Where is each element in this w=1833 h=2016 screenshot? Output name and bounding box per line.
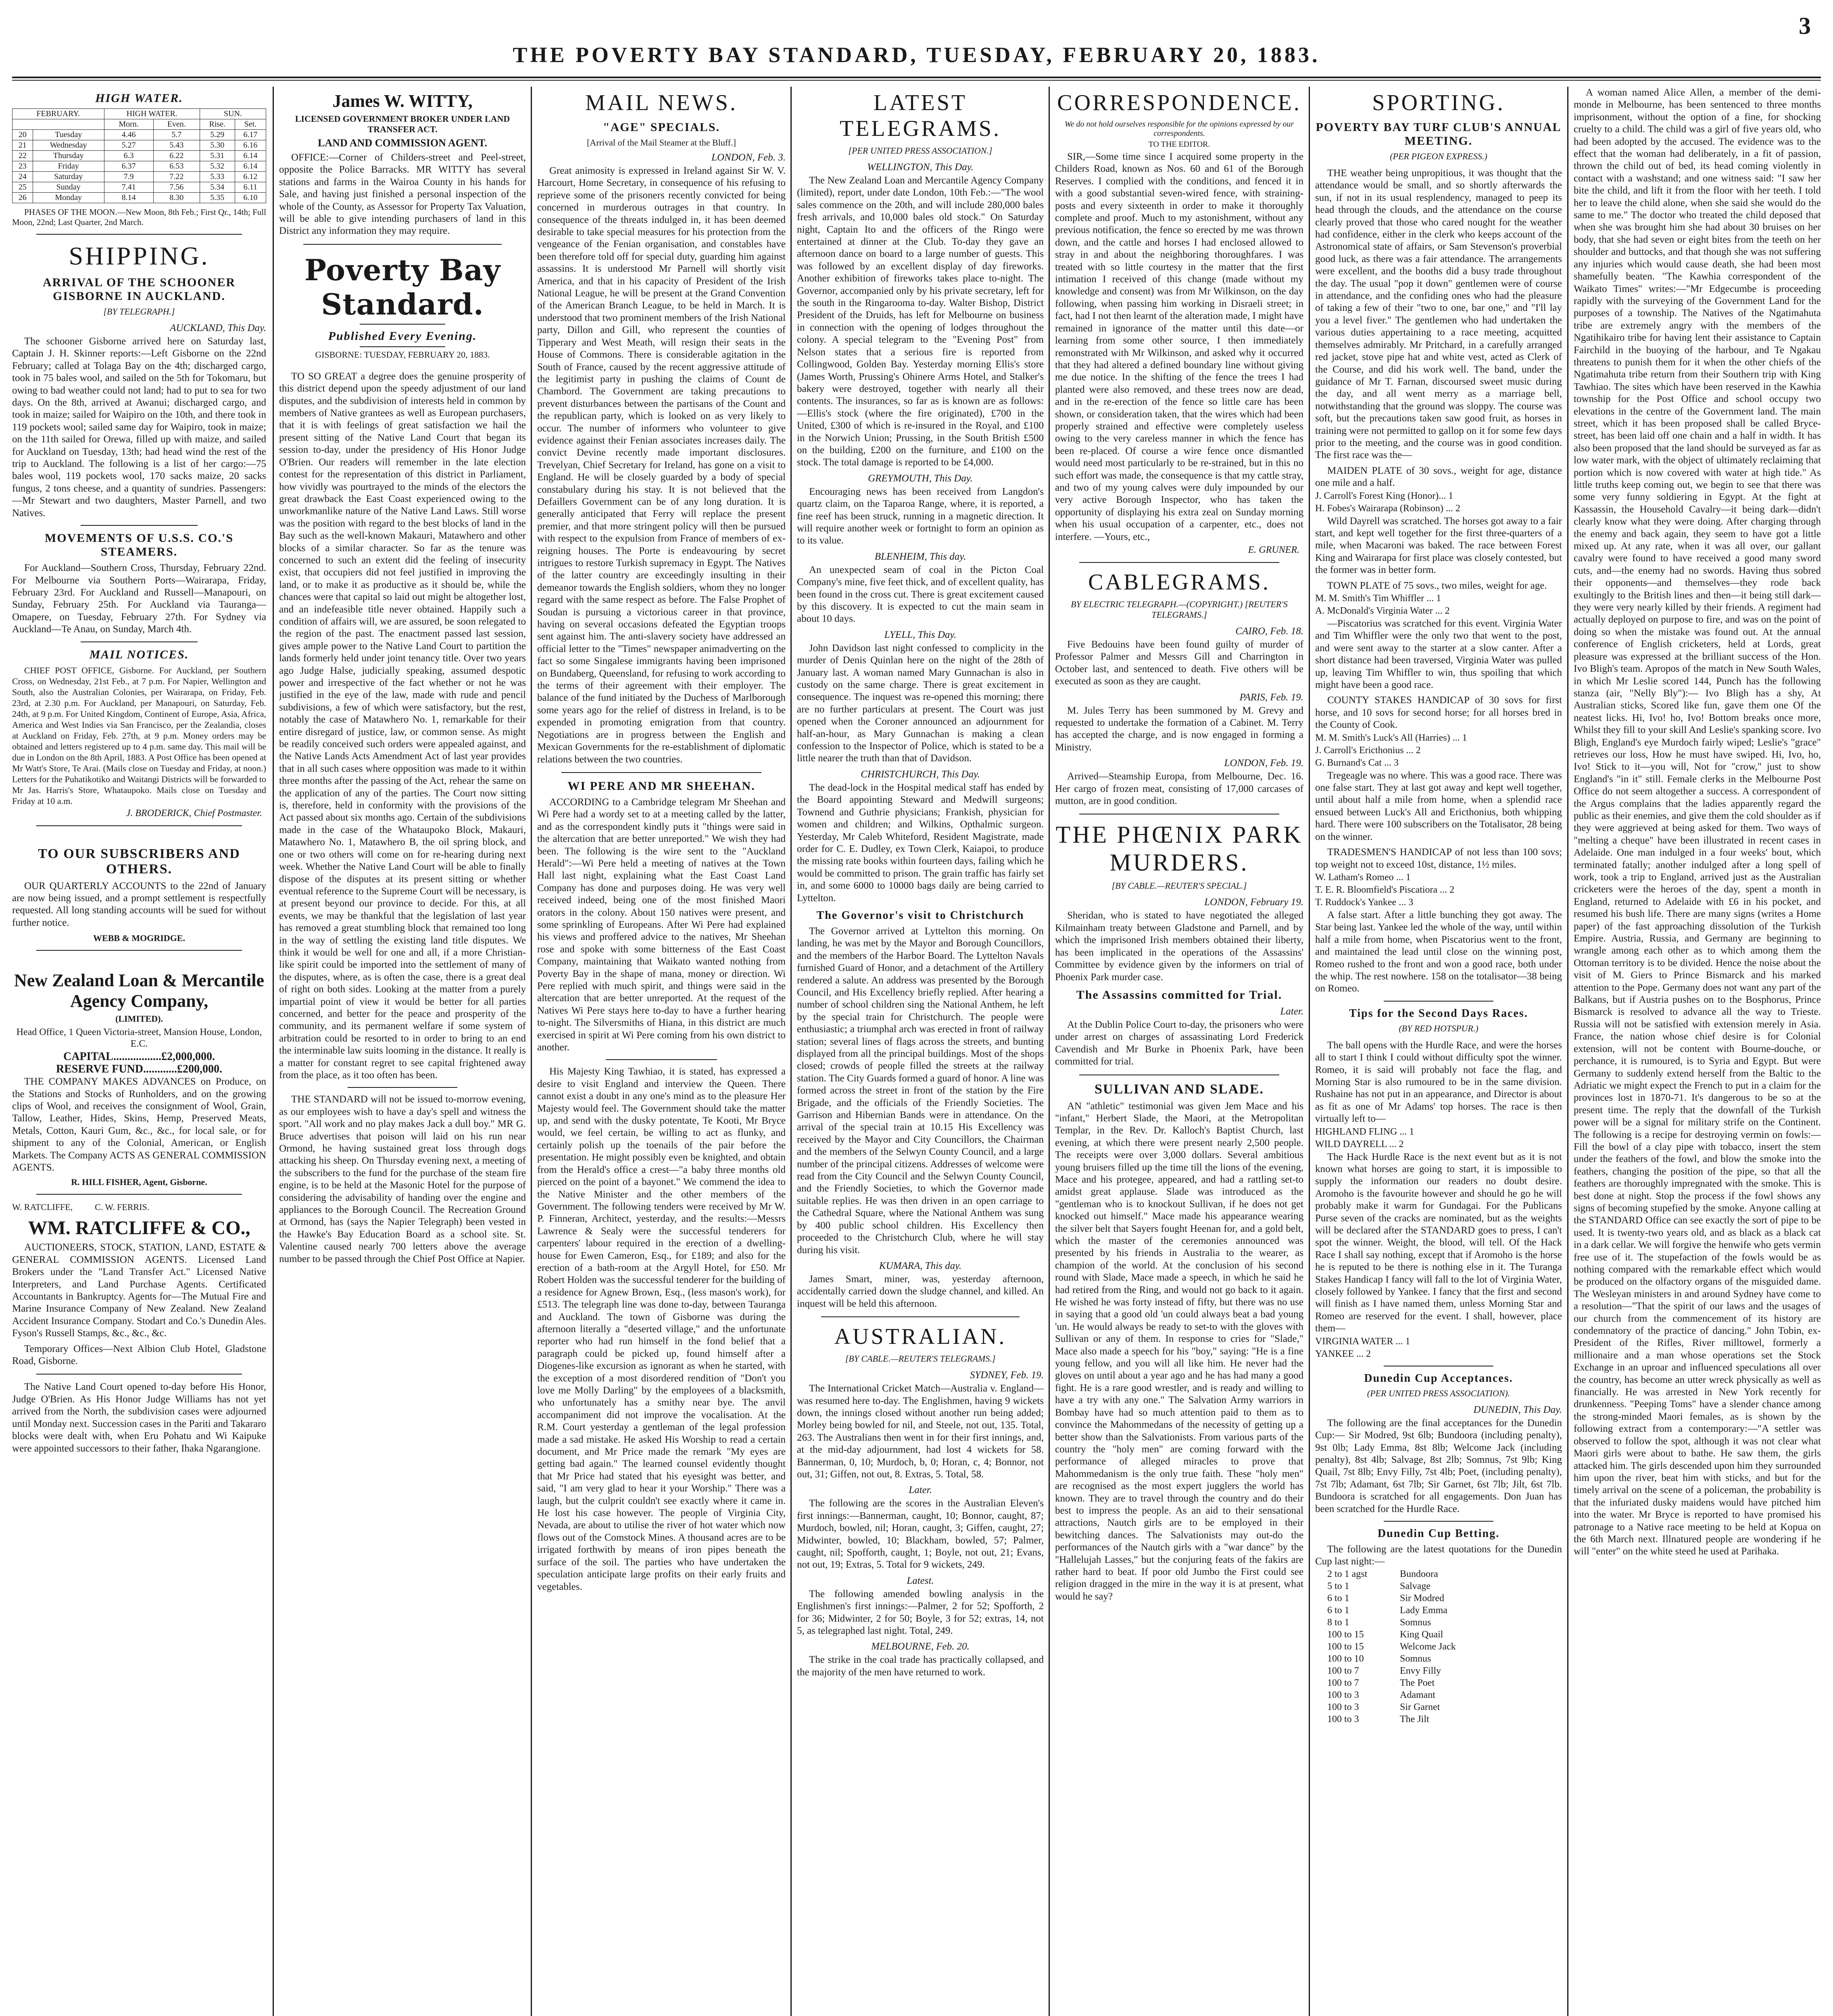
- race-result: W. Latham's Romeo ... 1: [1315, 872, 1411, 883]
- tips-text-2: The Hack Hurdle Race is the next event but as it is not known what horses are going to start, it is impossible to supply the information our readers no doubt desire. Aromoho is the favourite however and should he go he will probably make it warm for Gundagai. For the Publicans Purse seven of the cracks are nominated, but as the weights will be declared after the STANDARD goes to press, I can't spot the winner. Weight, the blood, will tell. Of the Hack Race I shall say nothing, except that if Aromoho is the horse he is reputed to be there is nothing else in it. The Turanga Stakes Handicap I fancy will fall to the lot of Virginia Water, closely followed by Yankee. I fancy that the first and second will finish as I have named them, unless Morning Star and Romeo are reserved for the event. I shall, however, place them—: [1315, 1151, 1562, 1334]
- cairo-text: Five Bedouins have been found guilty of murder of Professor Palmer and Messrs Gill and Charrington in October last, and sentenced to death. Five others will be executed as soon as they are caught.: [1055, 639, 1303, 687]
- tide-heading: HIGH WATER.: [95, 92, 183, 105]
- ratcliffe-office: Temporary Offices—Next Albion Club Hotel, Gladstone Road, Gisborne.: [12, 1343, 266, 1367]
- witty-subtitle: LICENSED GOVERNMENT BROKER UNDER LAND TRANSFER ACT.: [295, 114, 510, 134]
- separator: [348, 1087, 457, 1088]
- dunedin-cup-byline: (PER UNITED PRESS ASSOCIATION).: [1367, 1388, 1510, 1398]
- melbourne-dateline: MELBOURNE, Feb. 20.: [871, 1641, 970, 1652]
- race-result: H. Fobes's Wairarapa (Robinson) ... 2: [1315, 503, 1460, 514]
- betting-row: 100 to 3 Adamant: [1327, 1689, 1435, 1700]
- table-row: 23 Friday 6.37 6.53 5.32 6.14: [13, 161, 266, 172]
- betting-row: 100 to 10 Somnus: [1327, 1653, 1431, 1664]
- sydney-dateline: SYDNEY, Feb. 19.: [970, 1370, 1044, 1381]
- sheehan-text: ACCORDING to a Cambridge telegram Mr Sheehan and Wi Pere had a wordy set to at a meeting called by the latter, and as the correspondent kindly puts it "things were said in the altercation that are better unreported." We wish they had been. The following is the wire sent to the "Auckland Herald":—Wi Pere held a meeting of natives at the Town Hall last night, explaining what the East Coast Land Company has done and purposes doing. He was very well received indeed, being one of the most finished Maori orators in the colony. About 150 natives were present, and some sprinkling of Europeans. After Wi Pere had explained his views and proffered advice to the natives, Mr Sheehan rose and spoke with some bitterness of the East Coast Company, maintaining that Waikato wanted nothing from Poverty Bay in the shape of mana, money or direction. Wi Pere replied with much spirit, and things were said in the altercation that are better unreported. At the request of the Natives Wi Pere stays here to-day to have a further hearing to-night. The Silversmiths of Hiana, in this district are much exercised in spirit at Wi Pere coming from his own district to another.: [537, 796, 786, 1053]
- tide-table: [12, 108, 266, 203]
- race-result: J. Carroll's Forest King (Honor)... 1: [1315, 490, 1453, 501]
- separator: [36, 825, 242, 826]
- subscribers-signature: WEBB & MOGRIDGE.: [93, 933, 185, 943]
- column-6: [1315, 87, 1562, 2016]
- subscribers-text: OUR QUARTERLY ACCOUNTS to the 22nd of January are now being issued, and a prompt settlement is respectfully requested. All long standing accounts will be sued for without further notice.: [12, 880, 266, 928]
- masthead: [0, 0, 1833, 81]
- ratcliffe-text: AUCTIONEERS, STOCK, STATION, LAND, ESTATE & GENERAL COMMISSION AGENTS. Licensed Land Brokers under the "Land Transfer Act." Licensed Native Interpreters, and Land Purchase Agents. Certificated Accountants in Bankruptcy. Agents for—The Mutual Fire and Marine Insurance Company of New Zealand. New Zealand Accident Insurance Company. Stodart and Co.'s Dunedin Ales. Fyson's Russell Stamps, &c., &c., &c.: [12, 1242, 266, 1339]
- cablegrams-byline: BY ELECTRIC TELEGRAPH.—(COPYRIGHT.) [REUTER'S TELEGRAMS.]: [1071, 599, 1288, 620]
- column-4: [797, 87, 1044, 2016]
- column-3: [537, 87, 786, 2016]
- separator: [360, 346, 445, 347]
- greymouth-dateline: GREYMOUTH, This Day.: [868, 473, 973, 484]
- column-7: [1574, 87, 1821, 2016]
- paper-title: Poverty Bay Standard.: [304, 252, 501, 321]
- leader-article: TO SO GREAT a degree does the genuine prosperity of this district depend upon the speedy adjustment of our land disputes, and the subdivision of interests held in common by members of Native grantees as well as European purchasers, that it is with feelings of great satisfaction we hail the present sitting of the Native Land Court that began its session to-day, under the presidency of His Honor Judge O'Brien. Our readers will remember in the late election contest for the representation of this district in Parliament, how vividly was pourtrayed to the minds of the electors the great drawback the East Coast experienced owing to the unworkmanlike nature of the Native Land Laws. Still worse was the position with regard to the best blocks of land in the Bay such as the well-known Makauri, Matawhero and other blocks of a similar character. So far as the tenure was concerned to such an extent did the feeling of insecurity exist, that occupiers did not feel justified in improving the land, or to make it as productive as it should be, while the chances were that capital so laid out might be altogether lost, and an indefeasible title never obtained. Happily such a condition of affairs will, we are assured, be soon relegated to the region of the past. The enactment passed last session, gives ample power to the Native Land Court to partition the lands formerly held under joint tenancy title. Over two years ago Judge Halse, judicially speaking, assumed despotic power and irrespective of the fact whether or not he was justified in the eye of the law, made with rude and pencil subdivisions, a few of which were satisfactory, but the rest, notably the case of Matawhero No. 1, remarkable for their entire disregard of justice, law, or common sense. As might be readily conceived such orders were appealed against, and the Native Lands Acts Amendment Act of last year provides that in all such cases where opposition was made to it within three months after the passing of the Act, rehear the same on the application of any of the parties. The Court now sitting is, therefore, held in conformity with the provisions of the Act passed about six months ago. Certain of the subdivisions made in the case of the Whataupoko Block, Makauri, Matawhero No. 1, Matawhero B, the oil spring block, and one or two others will come on for re-hearing during next week. Whether the Native Land Court will be able to finally dispose of the disputes at its present sitting or whether eventual reference to the Supreme Court will be necessary, is at present beyond our province to decide. For this, at all events, we may be thankful that the legislation of last year has removed a great stumbling block that remained too long in the way of settling the existing land title disputes. We think it would be well for one and all, if a more Christian-like spirit could be imported into the settlement of many of the disputes, where, as is often the case, there is a great deal of right on both sides. Looking at the matter from a purely impartial point of view it would be better for all parties concerned, and better for the peace and prosperity of the community, and its permanent welfare if some system of arbitration could be resorted to in order to bring to an end the interminable law suits looming in the distance. It really is a matter for constant regret to see capital frightened away from the place, as it too often has been.: [279, 371, 526, 1081]
- australian-byline: [BY CABLE.—REUTER'S TELEGRAMS.]: [845, 1354, 996, 1364]
- to-editor: TO THE EDITOR.: [1148, 140, 1210, 149]
- mail-news-text: Great animosity is expressed in Ireland against Sir W. V. Harcourt, Home Secretary, in consequence of his refusing to reprieve some of the prisoners recently convicted for being concerned in murderous outrages in that country. In consequence of the threats indulged in, it has been deemed desirable to take special measures for his protection from the vengeance of the Fenian organisation, and constables have been therefore told off for special duty, guarding him against assassins. It is understood Mr Parnell will shortly visit America, and that in his capacity of President of the Irish National League, he will be present at the Grand Convention of the American Branch League, to be held in March. It is understood that two prominent members of the Irish National party, Dillon and Gill, who represent the counties of Tipperary and West Meath, will resign their seats in the House of Commons. There is considerable agitation in the South of France, caused by the recent aggressive attitude of the legitimist party in pushing the claims of Count de Chambord. The Government are taking precautions to prevent disturbances between the partisans of the Count and the republican party, which is looked on as very likely to occur. The number of informers who volunteer to give evidence against their Fenian associates increases daily. The convict Devine recently made important disclosures. Trevelyan, Chief Secretary for Ireland, has gone on a visit to England. He will be closely guarded by a body of special constabulary during his stay. It is not believed that the Defaillers Government can be of any long duration. It is generally anticipated that Ferry will replace the present premier, and that more stringent policy will then be pursued with respect to the expulsion from France of members of ex-reigning houses. The Porte is endeavouring by secret intrigues to restore Turkish supremacy in Egypt. The Natives of the latter country are exceedingly insulting in their demeanor towards the English soldiers, whom they no longer regard with the same respect as before. The False Prophet of Soudan is pursuing a victorious career in that province, having on several occasions defeated the Egyptian troops sent against him. The anti-slavery society have addressed an official letter to the "Times" newspaper animadverting on the fact so some Singalese immigrants having been imprisoned on Bundaberg, Queensland, for refusing to work according to the terms of their agreement with their employer. The balance of the fund initiated by the Duchess of Marlborough some years ago for the relief of distress in Ireland, is to be expended in promoting emigration from that country. Negotiations are in progress between the English and Mexican Governments for the re-establishment of diplomatic relations between the two countries.: [537, 165, 786, 765]
- race-tip: HIGHLAND FLING ... 1: [1315, 1126, 1414, 1137]
- race-result: M. M. Smith's Luck's All (Harries) ... 1: [1315, 732, 1467, 743]
- betting-text: The following are the latest quotations for the Dunedin Cup last night:—: [1315, 1543, 1562, 1567]
- town-plate-text: —Piscatorius was scratched for this event. Virginia Water and Tim Whiffler were the only two that went to the post, and were sent away to the starter at a slow canter. After a short distance had been traversed, Virginia Water was pulled up, leaving Tim Whiffler to win, thus spoiling that which might have been a good race.: [1315, 618, 1562, 691]
- phoenix-dateline: LONDON, February 19.: [1204, 897, 1303, 908]
- race-tip: VIRGINIA WATER ... 1: [1315, 1336, 1410, 1347]
- mail-news-dateline: LONDON, Feb. 3.: [711, 152, 786, 163]
- tips-text: The ball opens with the Hurdle Race, and were the horses all to start I think I could without difficulty spot the winner. Romeo, it is said will probably not face the flag, and Morning Star is also rumoured to be in the same division. Rushaine has not put in an appearance, and Director is about as fit as one of Mr Adams' top horses. The race is then virtually left to—: [1315, 1039, 1562, 1125]
- wellington-text: The New Zealand Loan and Mercantile Agency Company (limited), report, under date London, 10th Feb.:—"The wool sales commence on the 20th, and will include 280,000 bales fresh arrivals, and 10,000 bales old stock." On Saturday night, Captain Ito and the officers of the Ringo were entertained at dinner at the Club. To-day they gave an afternoon dance on board to a large number of guests. This was followed by an excellent display of day fireworks. Another exhibition of fireworks takes place to-night. The Governor, accompanied only by his private secretary, left for the south in the Ringarooma to-day. Walter Bishop, District President of the Druids, has left for Melbourne on business in connection with the opening of lodges throughout the colony. A special telegram to the "Evening Post" from Nelson states that a serious fire is reported from Collingwood, Golden Bay. Yesterday morning Ellis's store (James Worth, Prussing's Ohinere Arms Hotel, and Stalker's bakery were destroyed, together with nearly all their contents. The insurances, so far as is known are as follows:—Ellis's stock (where the fire originated), £700 in the United, £300 of which is re-insured in the Royal, and £100 in the Norwich Union; Prussing, in the South British £500 on the building, £200 on the furniture, and £100 on the stock. The total damage is reported to be £4,000.: [797, 175, 1044, 468]
- kumara-text: James Smart, miner, was, yesterday afternoon, accidentally carried down the sludge channel, and killed. An inquest will be held this afternoon.: [797, 1273, 1044, 1309]
- turf-club-heading: POVERTY BAY TURF CLUB'S ANNUAL MEETING.: [1316, 121, 1562, 148]
- paris-text: M. Jules Terry has been summoned by M. Grevy and requested to undertake the formation of a Cabinet. M. Terry has accepted the charge, and is now engaged in forming a Ministry.: [1055, 705, 1303, 753]
- loan-capital: CAPITAL.................£2,000,000.: [63, 1050, 215, 1063]
- later-dateline: Later.: [909, 1485, 932, 1496]
- separator: [606, 1059, 717, 1060]
- table-row: 26 Monday 8.14 8.30 5.35 6.10: [13, 193, 266, 203]
- separator: [561, 772, 761, 773]
- tips-heading: Tips for the Second Days Races.: [1349, 1007, 1528, 1020]
- betting-heading: Dunedin Cup Betting.: [1377, 1527, 1500, 1540]
- column-rule: [273, 87, 274, 2016]
- london-dateline: LONDON, Feb. 19.: [1224, 758, 1303, 769]
- sullivan-heading: SULLIVAN AND SLADE.: [1095, 1081, 1264, 1097]
- assassins-later: Later.: [1280, 1006, 1303, 1017]
- tradesmen-text: A false start. After a little bunching they got away. The Star being last. Yankee led the whole of the way, until within half a mile from home, when Piscatorius went to the front, and maintained the lead until close on the winning post, Romeo rushed to the front and won a good race, both under the whip. The rest nowhere. 158 on the totalisator—38 being on Romeo.: [1315, 909, 1562, 994]
- betting-row: 6 to 1 Lady Emma: [1327, 1605, 1447, 1616]
- local-notes: THE STANDARD will not be issued to-morrow evening, as our employees wish to have a day's spell and witness the sport. "All work and no play makes Jack a dull boy." MR G. Bruce advertises that poison will laid on his run near Ormond, he having sustained great loss through dogs attacking his sheep. On Thursday evening next, a meeting of the subscribers to the fund for the purchase of the steam fire engine, is to be held at the Masonic Hotel for the purpose of considering the advisability of handing over the engine and appliances to the Borough Council. The Recreation Ground at Ormond, has (says the Napier Telegraph) been vested in the Hawke's Bay Education Board as a school site. St. Valentine caused nearly 700 letters above the average number to be passed through the Chief Post Office at Napier.: [279, 1094, 526, 1264]
- masthead-rule: [12, 77, 1821, 78]
- ratcliffe-partners: W. RATCLIFFE, C. W. FERRIS.: [12, 1202, 150, 1212]
- loan-company-agent: R. HILL FISHER, Agent, Gisborne.: [71, 1177, 207, 1187]
- sydney-text: The International Cricket Match—Australia v. England—was resumed here to-day. The Englishmen, having 9 wickets down, the innings closed without another run being added; Morley being bowled for nil, and Steele, not out, 135. Total, 263. The Australians then went in for their first innings, and, at the mid-day adjournment, had lost 4 wickets for 58. Bannerman, 0, 10; Murdoch, b, 0; Horan, c, 4; Bonnor, not out, 31; Giffen, not out, 8. Extras, 5. Total, 58.: [797, 1383, 1044, 1480]
- table-row: 20 Tuesday 4.46 5.7 5.29 6.17: [13, 130, 266, 140]
- age-specials-heading: "AGE" SPECIALS.: [603, 121, 720, 134]
- shipping-subheading: ARRIVAL OF THE SCHOONER GISBORNE IN AUCKLAND.: [42, 276, 236, 303]
- christchurch-text: The dead-lock in the Hospital medical staff has ended by the Board appointing Steward and Medwill surgeons; Townend and Guthrie physicians; Frankish, physician for women and children; and Wilkins, Opthalmic surgeon. Yesterday, Mr Caleb Whiteford, Resident Magistrate, made order for C. E. Dudley, ex Town Clerk, Kaiapoi, to produce the missing rate books within fourteen days, failing which he would be committed to prison. The grain traffic has fairly set in, and some 6000 to 10000 bags daily are being carried to Lyttelton.: [797, 782, 1044, 904]
- separator: [36, 950, 242, 951]
- australian-heading: AUSTRALIAN.: [834, 1324, 1007, 1350]
- newspaper-title-line: THE POVERTY BAY STANDARD, TUESDAY, FEBRUARY 20, 1883.: [513, 43, 1320, 67]
- governor-text: The Governor arrived at Lyttelton this morning. On landing, he was met by the Mayor and Borough Councillors, and the members of the Harbor Board. The Lyttelton Navals furnished Guard of Honor, and a detachment of the Artillery rendered a salute. An address was presented by the Borough Council, and His Excellency briefly replied. After hearing a number of school children sing the National Anthem, he left by the special train for Christchurch. The people were enthusiastic; a triumphal arch was erected in front of railway station; several lines of flags across the streets, and bunting displayed from all the principal buildings. Most of the shops closed; crowds of people filled the streets at the railway station. The City Guards formed a guard of honor. A line was formed across the street in front of the station by the Fire Brigade, and the officials of the Friendly Societies. The Garrison and Hibernian Bands were in attendance. On the arrival of the special train at 10.15 His Excellency was received by the Mayor and City Councillors, the Chairman and the members of the Selwyn County Council, and a large number of the principal citizens. Addresses of welcome were read from the City Council and the Selwyn County Council, and the Friendly Societies, to which the Governor made suitable replies. He was then driven in an open carriage to the Cathedral Square, where the National Anthem was sung by 400 public school children. His Excellency then proceeded to the Christchurch Club, where he will stay during his visit.: [797, 925, 1044, 1256]
- tide-subheader: Morn.: [104, 119, 153, 130]
- betting-row: 2 to 1 agst Bundoora: [1327, 1568, 1438, 1579]
- table-row: 22 Thursday 6.3 6.22 5.31 6.14: [13, 151, 266, 161]
- betting-row: 100 to 15 Welcome Jack: [1327, 1641, 1456, 1652]
- tide-subheader: Rise.: [200, 119, 235, 130]
- column-1: [12, 87, 266, 2016]
- dunedin-cup-heading: Dunedin Cup Acceptances.: [1364, 1372, 1513, 1385]
- dunedin-dateline: DUNEDIN, This Day.: [1473, 1404, 1562, 1415]
- betting-row: 100 to 7 Envy Filly: [1327, 1665, 1441, 1676]
- tide-subheader: Set.: [235, 119, 266, 130]
- masthead-rule-thin: [12, 80, 1821, 81]
- movements-text: For Auckland—Southern Cross, Thursday, February 22nd. For Melbourne via Southern Ports—Wairarapa, Friday, February 23rd. For Auckland and Russell—Manapouri, on Sunday, February 25th. For Auckland via Tauranga—Omapere, on Tuesday, February 27th. For Sydney via Auckland—Te Anau, on Sunday, March 4th.: [12, 562, 266, 635]
- separator: [1384, 1001, 1493, 1002]
- sullivan-text: AN "athletic" testimonial was given Jem Mace and his "infant," Herbert Slade, the Maori, at the Metropolitan Templar, in the Rev. Dr. Kalloch's Baptist Church, last evening, at which there were present nearly 2,500 people. The receipts were over 3,000 dollars. Several ambitious young bruisers filled up the time till the lions of the evening, Mace and his protegee, appeared, and had a rattling set-to amidst great applause. Slade was introduced as the "gentleman who is to knockout Sullivan, if he does not get knocked out himself." Mace made his appearance wearing the silver belt that Sayers fought Heenan for, and a gold belt, which the master of the ceremonies announced was presented by his friends in Australia to the wearer, as champion of the world. At the conclusion of his second round with Slade, Mace made a speech, in which he said he had retired from the Ring, and would not go back to it again. He wished he was forty instead of fifty, but there was no use in saying that a good old 'un could always beat a bad young 'un. He would always be ready to set-to with the gloves with Sullivan or any of them. In response to cries for "Slade," Mace also made a speech for his "boy," saying: "He is a fine young fellow, and you will all like him. He never had the gloves on until about a year ago and he has had many a good fight. He is a rare good wrestler, and is ready and willing to have a try with any one." The Salvation Army warriors in Bombay have had so much attention paid to them as to convince the Mahommedans of the necessity of getting up a better show than the Salvationists. From various parts of the country the "holy men" are coming forward with the performance of alleged miracles to prove that Mahommedanism is the only true faith. These "holy men" are recognised as the most expert jugglers the world has known. They are to travel through the country and do their best to impress the people. As an aid to their sensational attractions, Nautch girls are to be employed in their bewitching dances. The Salvationists may out-do the performances of the Nautch girls with a "war dance" by the "Hallelujah Lasses," but the conjuring feats of the fakirs are rather hard to beat. If poor old Jumbo the First could see religion dragged in the mire in the way it is at present, what would he say?: [1055, 1100, 1303, 1602]
- correspondence-disclaimer: We do not hold ourselves responsible for the opinions expressed by our correspondents.: [1064, 120, 1294, 138]
- separator: [1384, 1521, 1493, 1522]
- tradesmen-heading: TRADESMEN'S HANDICAP of not less than 100 sovs; top weight not to exceed 10st, distance, 1½ miles.: [1315, 847, 1562, 870]
- sheehan-heading: WI PERE AND MR SHEEHAN.: [567, 779, 755, 793]
- mail-news-heading: MAIL NEWS.: [585, 90, 738, 115]
- shipping-dateline: AUCKLAND, This Day.: [170, 323, 266, 333]
- lyell-dateline: LYELL, This Day.: [884, 629, 957, 640]
- race-result: G. Burnand's Cat ... 3: [1315, 757, 1399, 768]
- tips-byline: (BY RED HOTSPUR.): [1399, 1023, 1478, 1033]
- mail-signature: J. BRODERICK, Chief Postmaster.: [126, 808, 262, 818]
- latest-telegrams-byline: [PER UNITED PRESS ASSOCIATION.]: [848, 146, 993, 156]
- lyell-text: John Davidson last night confessed to complicity in the murder of Denis Quinlan here on the night of the 28th of January last. A woman named Mary Gunnachan is also in custody on the same charge. There is great excitement in consequence. The inquest was re-opened this morning; there are no further particulars at present. The Court was just opened when the Coroner announced an adjournment for half-an-hour, as Mary Gunnachan is making a clean confession to the Inspector of Police, which is stated to be a little nearer the truth than that of Davidson.: [797, 642, 1044, 764]
- separator: [1079, 562, 1279, 563]
- loan-company-office: Head Office, 1 Queen Victoria-street, Mansion House, London, E.C.: [16, 1027, 262, 1050]
- mail-notices-heading: MAIL NOTICES.: [89, 648, 189, 661]
- column-2: [279, 87, 526, 2016]
- table-row: 21 Wednesday 5.27 5.43 5.30 6.16: [13, 140, 266, 151]
- later-text: The following are the scores in the Australian Eleven's first innings:—Bannerman, caught, 10; Bonnor, caught, 87; Murdoch, bowled, nil; Horan, caught, 3; Giffen, caught, 27; Midwinter, bowled, 10; Blackham, bowled, 57; Palmer, caught, nil; Spofforth, caught, 1; Boyle, not out, 21; Evans, not out, 19; Extras, 5. Total for 9 wickets, 249.: [797, 1498, 1044, 1570]
- separator: [821, 1316, 1020, 1317]
- betting-row: 100 to 7 The Poet: [1327, 1677, 1435, 1688]
- sporting-heading: SPORTING.: [1372, 90, 1505, 115]
- land-court-article: The Native Land Court opened to-day before His Honor, Judge O'Brien. As His Honor Judge Williams has not yet arrived from the North, the subdivision cases were adjourned until Monday next. Succession cases in the Pariti and Takararo blocks were dealt with, when Eru Pohatu and Wi Kaipuke were appointed successors to their father, Ihaka Ngarangione.: [12, 1381, 266, 1454]
- witty-title: James W. WITTY,: [332, 91, 473, 111]
- movements-heading: MOVEMENTS OF U.S.S. CO.'S STEAMERS.: [44, 531, 234, 559]
- assassins-text: At the Dublin Police Court to-day, the prisoners who were under arrest on charges of assassinating Lord Frederick Cavendish and Mr Burke in Phoenix Park, have been committed for trial.: [1055, 1019, 1303, 1067]
- race-tip: YANKEE ... 2: [1315, 1348, 1371, 1359]
- blenheim-text: An unexpected seam of coal in the Picton Coal Company's mine, five feet thick, and of excellent quality, has been found in the cross cut. There is great excitement caused by this discovery. It is expected to cut the main seam in about 10 days.: [797, 564, 1044, 625]
- separator: [360, 324, 445, 325]
- tide-header: SUN.: [200, 109, 266, 119]
- news-paragraphs: A woman named Alice Allen, a member of the demi-monde in Melbourne, has been sentenced to three months imprisonment, without the option of a fine, for shocking cruelty to a child. The child was a girl of five years old, who had been adopted by the accused. The evidence was to the effect that the woman had deliberately, in a fit of passion, thrown the child out of bed, its head coming violently in contact with a washstand; and one witness said: "I saw her bite the child, and lift it from the floor with her teeth. I told her to leave the child alone, when she said she would do the same to me." The doctor who treated the child deposed that when she was brought him she had about 30 bruises on her body, that she had seven or eight bites from the teeth on her shoulder and buttocks, and that though she was not suffering any injuries which would cause death, she had been most shamefully beaten. "The Kawhia correspondent of the Waikato Times" writes:—"Mr Edgecumbe is proceeding rapidly with the surveying of the Government Land for the purposes of a township. The Natives of the Ngatimahuta tribe are extremely angry with the members of the Ngatihikairo tribe for having lent their assistance to Captain Fairchild in the buoying of the harbour, and Te Ngakau threatens to punish them for it when the other chiefs of the Ngatimahuta tribe return from their Southern trip with King Tawhiao. The sites which have been reserved in the Kawhia township for the Post Office and school occupy two elevations in the centre of the Government land. The main street, which it has been proposed shall be called Bryce-street, has been laid off one chain and a half in width. It has also been proposed that the land should be surveyed as far as low water mark, with the object of ultimately reclaiming that portion which is now covered with water at high tide." As little truths keep coming out, we begin to see that there was some very funny soldiering in Egypt. At the fight at Kassassin, the Household Cavalry—it being dark—didn't clearly know what they were doing. After charging through the enemy and back again, they seem to have got a little mixed up. At any rate, when it was all over, our gallant cavalry were found to have received a good many sword cuts, and—the enemy had no swords. Having thus sobred their opponents—and themselves—they rode back exultingly to the British lines and then—it being still dark—they were very nearly killed by their friends. A regiment had actually deployed on purpose to fire, and was on the point of doing so when the mistake was found out. At the annual conference of English cricketers, held at Lords, great pleasure was expressed at the brilliant success of the Hon. Ivo Bligh's team. Apropos of the match in New South Wales, in which Mr Leslie scored 144, Punch has the following stanza (air, "Nelly Bly"):— Ivo Bligh has a shy, At Australian sticks, Scored like fun, gave them one Of the neatest licks. Hi, Ivo! ho, Ivo! Bottom breaks once more, Whilst they fill to your skill And Leslie's spanking score. Ivo Bligh, England's eye Murdoch fairly wiped; Leslie's "grace" retrieves our loss, How he must have swiped. Hi, Ivo, ho, Ivo! Stick to it—you will, Not for "crow," just to show England's "in it" still. Female clerks in the Melbourne Post Office do not seem altogether a success. A correspondent of the Argus complains that the ladies apparently regard the public as their enemies, and give them the cold shoulder as if they were aggrieved at being asked for them. Two ways of "melting a cheque" have been illustrated in recent cases in Adelaide. One man indulged in a four weeks' bout, which terminated fatally; another indulged after a long spell of work, took a trip to England, arrived just as the Australian cricketers were the heroes of the day, spent a month in England, returned to Adelaide with £6 in his pocket, and resumed his bush life. There are many signs (writes a Home paper) of the fast approaching dissolution of the Turkish Empire. Austria, Russia, and Germany are beginning to wrangle among each other as to which among them the Ottoman territory is to be divided. Hence the noise about the visit of M. Giers to Prince Bismarck and his marked attention to the Pope. Germany does not want any part of the Balkans, but if Austria pushes on to the Bosphorus, Prince Bismarck is resolved to advance all the way to Trieste. Russia will not be satisfied with extension merely in Asia. France, the nation whose chief desire is for Colonial extension, will not be content with Bourne-douche, or perchance, it is rumoured, is to Syria and Egypt. But were Germany to suddenly extend herself from the Baltic to the Adriatic we might expect the French to put in a claim for the provinces lost in 1870-71. It's dangerous to be so at the present time. The reply that the downfall of the Turkish power will be a signal for military strife on the Continent. The following is a recipe for destroying vermin on fowls:—Fill the bowl of a clay pipe with tobacco, insert the stem under the feathers of the fowl, and blow the smoke into the feathers, changing the position of the pipe, so that all the feathers are thoroughly impregnated with the smoke. This is best done at night. Stop the process if the fowl shows any signs of becoming stupefied by the smoke. Anyone calling at the STANDARD Office can see exactly the sort of pipe to be used. It is twenty-two years old, and as black as a black cat in a dark cellar. We will forgive the henwife who gets vermin free use of it. The stupefaction of the fowls would be as nothing compared with the remarkable effect which would be produced on the olfactory organs of the misguided dame. The Wesleyan ministers in and around Sydney have come to a resolution—"That the spirit of our laws and the usages of our church from the commencement of its history are condemnatory of the practice of dancing." John Tobin, ex-President of the Rifles, River milltowel, formerly a millionaire and a man whose operations set the Stock Exchange in an uproar and influenced speculations all over the country, has become an utter wreck physically as well as financially. He was arrested in New York recently for drunkenness. "Peeping Toms" have a slender chance among the strong-minded Maori females, as is shown by the following extract from a contemporary:—"A settler was observed to follow the spot, although it was not clear what Maori girls were about to bathe. He saw them, the girls attacked him. The girls descended upon him they surrounded him upon the river, beat him with sticks, and but for the timely arrival on the scene of a policeman, the probability is that the infuriated dusky maidens would have pitched him into the water. Mr Bryce is reported to have promised his patronage to a Native race meeting to be held at Kopua on the 6th March next. Illnatured people are wondering if he will "enter" on the white steed he used at Parihaka.: [1574, 87, 1821, 1557]
- maiden-plate-text: Wild Dayrell was scratched. The horses got away to a fair start, and kept well together for the first three-quarters of a mile, when Macaroni was baked. The race between Forest King and Wairarapa for first place was closely contested, but the former was in better form.: [1315, 515, 1562, 576]
- betting-row: 100 to 3 Sir Garnet: [1327, 1702, 1440, 1712]
- race-result: T. Ruddock's Yankee ... 3: [1315, 897, 1414, 908]
- town-plate-heading: TOWN PLATE of 75 sovs., two miles, weight for age.: [1327, 580, 1547, 591]
- letter-signature: E. GRUNER.: [1248, 545, 1299, 555]
- loan-company-text: THE COMPANY MAKES ADVANCES on Produce, on the Stations and Stocks of Runholders, and on the growing clips of Wool, and receives the consignment of Wool, Grain, Tallow, Leather, Hides, Skins, Hemp, Preserved Meats, Metals, Cotton, Kauri Gum, &c., &c., for local sale, or for shipment to any of the Colonial, American, or English Markets. The Company ACTS AS GENERAL COMMISSION AGENTS.: [12, 1076, 266, 1173]
- tide-note: PHASES OF THE MOON.—New Moon, 8th Feb.; First Qr., 14th; Full Moon, 22nd; Last Quarter, 2nd March.: [12, 207, 266, 227]
- greymouth-text: Encouraging news has been received from Langdon's quartz claim, on the Taparoa Range, where, it is reported, a fine reef has been struck, running in a magnetic direction. It will require another week or fortnight to form an opinion as to its value.: [797, 486, 1044, 546]
- table-row: 25 Sunday 7.41 7.56 5.34 6.11: [13, 182, 266, 193]
- loan-reserve: RESERVE FUND............£200,000.: [56, 1063, 223, 1076]
- race-result: A. McDonald's Virginia Water ... 2: [1315, 606, 1450, 616]
- race-result: J. Carroll's Ericthonius ... 2: [1315, 745, 1421, 756]
- mail-news-note: [Arrival of the Mail Steamer at the Bluff.]: [587, 137, 736, 148]
- separator: [36, 1374, 242, 1375]
- london-text: Arrived—Steamship Europa, from Melbourne, Dec. 16. Her cargo of frozen meat, consisting of 17,000 carcases of mutton, are in good condition.: [1055, 771, 1303, 807]
- shipping-article: The schooner Gisborne arrived here on Saturday last, Captain J. H. Skinner reports:—Left Gisborne on the 22nd February; called at Tolaga Bay on the 4th; discharged cargo, took in 75 bales wool, and sailed on the 5th for Tokomaru, but owing to bad weather could not land; had to put to sea for two days. On the 8th, arrived at Awanui; discharged cargo, and took in maize; sailed for Waipiro on the 10th, and there took in 119 pockets wool; sailed same day for Waipiro, took in maize; on the 11th sailed for Orewa, filled up with maize, and sailed for Auckland on Tuesday, 13th; had head wind the rest of the trip to Auckland. The following is a list of her cargo:—75 bales wool, 119 pockets wool, 170 sacks maize, 20 sacks fungus, 2 tons cheese, and a quantity of sundries. Passengers:—Mr Stewart and two daughters, Master Parnell, and two Natives.: [12, 336, 266, 519]
- loan-company-title: New Zealand Loan & Mercantile Agency Company,: [14, 971, 265, 1011]
- column-rule: [531, 87, 532, 2016]
- separator: [81, 525, 198, 526]
- shipping-byline: [BY TELEGRAPH.]: [103, 306, 175, 317]
- column-rule: [1567, 87, 1568, 2016]
- witty-text: OFFICE:—Corner of Childers-street and Peel-street, opposite the Police Barracks. MR WITTY has several stations and farms in the Wairoa County in his hands for Sale, and having just finished a personal inspection of the whole of the County, as Assessor for Property Tax Valuation, will be able to give intending purchasers of land in this District any information they may require.: [279, 152, 526, 237]
- phoenix-text: Sheridan, who is stated to have negotiated the alleged Kilmainham treaty between Gladstone and Parnell, and by which the imprisoned Irish members obtained their liberty, has been implicated in the operations of the Assassins' Committee by evidence given by the informers on trial of Phoenix Park murder case.: [1055, 910, 1303, 983]
- melbourne-text: The strike in the coal trade has practically collapsed, and the majority of the men have returned to work.: [797, 1654, 1044, 1678]
- maiden-plate-heading: MAIDEN PLATE of 30 sovs., weight for age, distance one mile and a half.: [1315, 465, 1562, 489]
- paris-dateline: PARIS, Feb. 19.: [1239, 691, 1303, 703]
- phoenix-heading: THE PHŒNIX PARK MURDERS.: [1055, 821, 1303, 876]
- separator: [303, 244, 502, 245]
- table-row: 24 Saturday 7.9 7.22 5.33 6.12: [13, 172, 266, 182]
- betting-row: 6 to 1 Sir Modred: [1327, 1593, 1444, 1604]
- witty-line: LAND AND COMMISSION AGENT.: [318, 137, 487, 149]
- shipping-heading: SHIPPING.: [69, 242, 210, 270]
- race-tip: WILD DAYRELL ... 2: [1315, 1139, 1404, 1150]
- governor-heading: The Governor's visit to Christchurch: [816, 909, 1024, 922]
- paper-subtitle: Published Every Evening.: [328, 329, 477, 343]
- correspondence-heading: CORRESPONDENCE.: [1057, 90, 1301, 115]
- tawhiao-text: His Majesty King Tawhiao, it is stated, has expressed a desire to visit England and interview the Queen. There cannot exist a doubt in any one's mind as to the pleasure Her Majesty would feel. The Government should take the matter up, and send with the dusky potentate, Te Kooti, Mr Bryce would, we feel certain, be willing to act as flunky, and certainly polish up the toenails of the pair before the presentation. He might possibly even be knighted, and obtain from the Herald's office a crest—"a baby three months old pierced on the point of a bayonet." We commend the idea to the Native Minister and the other members of the Government. The following tenders were received by Mr W. P. Finneran, Architect, yesterday, and the results:—Messrs Lawrence & Sealy were the successful tenderers for carpenters' labour required in the erection of a dwelling-house for Ewen Cameron, Esq., for £189; and also for the erection of a bath-room at the Argyll Hotel, for £50. Mr Robert Holden was the successful tenderer for the building of a residence for Agnew Brown, Esq., (less mason's work), for £513. The telegraph line was done to-day, between Tauranga and Auckland. The town of Gisborne was during the afternoon literally a "deserted village," and the unfortunate reporter who had run himself in the fond belief that a paragraph could be picked up, found himself after a Diogenes-like excursion as ignorant as when he started, with the exception of a most disordered rendition of "Don't you love me Molly Darling" by the employees of a blacksmith, who unfortunately has a smithy near bye. The anvil accompaniment did not improve the vocalisation. At the R.M. Court yesterday a gentleman of the legal profession made a sad mistake. He asked His Worship to read a certain document, and Mr Price made the remark "My eyes are getting bad again." The learned counsel evidently thought that Mr Price had stated that his eyesight was better, and said, "I am very glad to hear it your Worship." There was a laugh, but the culprit couldn't see exactly where it came in. He lost his case however. The people of Virginia City, Nevada, are about to utilise the river of hot water which now flows out of the Comstock Mines. A thousand acres are to be irrigated forthwith by means of iron pipes beneath the surface of the soil. The parties who have undertaken the speculation anticipate large profits on their early fruits and vegetables.: [537, 1066, 786, 1592]
- kumara-dateline: KUMARA, This day.: [879, 1260, 962, 1271]
- turf-club-text: THE weather being unpropitious, it was thought that the attendance would be small, and so shortly afterwards the sun, if not in its usual resplendency, managed to peep its head through the clouds, and the attendance on the course clearly proved that those who cared nought for the weather had confidence, either in the clerk who keeps account of the Astronomical state of affairs, or Sam Stevenson's proverbial good luck, as there was a fair attendance. The arrangements were excellent, and the booths did a busy trade throughout the day. The usual "pop it down" gentlemen were of course in attendance, and the confiding ones who had the pleasure of taking a few of their "two to one, bar one," and "I'll lay you a level fiver." The gentlemen who had undertaken the various duties appertaining to a race meeting, acquitted themselves admirably. Mr Pritchard, in a carefully arranged red jacket, stove pipe hat and white vest, acted as Clerk of the Course, and did his work well. The band, under the guidance of Mr T. Farnan, discoursed sweet music during the day, and all went merry as a marriage bell, notwithstanding that the ground was sloppy. The course was soft, but the precautions taken saw good fruit, as horses in training were not permitted to gallop on it for some few days prior to the meeting, and the course was in good condition. The first race was the—: [1315, 168, 1562, 461]
- county-stakes-heading: COUNTY STAKES HANDICAP of 30 sovs for first horse, and 10 sovs for second horse; for all horses bred in the County of Cook.: [1315, 695, 1562, 731]
- column-rule: [790, 87, 792, 2016]
- county-stakes-text: Tregeagle was no where. This was a good race. There was one false start. They at last got away and kept well together, until about half a mile from home, when a splendid race ensued between Luck's All and Ericthonius, both whipping hard. There were 100 subscribers on the Totalisator, 28 being on the winner.: [1315, 770, 1562, 842]
- cairo-dateline: CAIRO, Feb. 18.: [1235, 626, 1303, 637]
- ratcliffe-title: WM. RATCLIFFE & CO.,: [28, 1217, 250, 1239]
- wellington-dateline: WELLINGTON, This Day.: [867, 162, 974, 173]
- christchurch-dateline: CHRISTCHURCH, This Day.: [861, 768, 980, 780]
- separator: [36, 1194, 242, 1195]
- tide-subheader: [13, 119, 104, 130]
- page-number: 3: [1799, 12, 1811, 39]
- loan-company-limited: (LIMITED).: [115, 1014, 163, 1024]
- cablegrams-heading: CABLEGRAMS.: [1088, 570, 1270, 595]
- latest-dateline: Latest.: [907, 1575, 934, 1586]
- column-rule: [1049, 87, 1050, 2016]
- betting-row: 100 to 15 King Quail: [1327, 1629, 1443, 1640]
- race-result: T. E. R. Bloomfield's Piscatiora ... 2: [1315, 884, 1455, 895]
- betting-row: 100 to 3 The Jilt: [1327, 1714, 1429, 1724]
- separator: [36, 234, 242, 235]
- phoenix-byline: [BY CABLE.—REUTER'S SPECIAL.]: [1111, 881, 1247, 891]
- paper-date: GISBORNE: TUESDAY, FEBRUARY 20, 1883.: [315, 349, 490, 360]
- latest-telegrams-heading: LATEST TELEGRAMS.: [840, 90, 1001, 141]
- separator: [81, 641, 198, 642]
- assassins-heading: The Assassins committed for Trial.: [1076, 988, 1282, 1002]
- tide-subheader: Even.: [153, 119, 200, 130]
- betting-row: 5 to 1 Salvage: [1327, 1581, 1431, 1591]
- column-5: [1055, 87, 1303, 2016]
- race-result: M. M. Smith's Tim Whiffler ... 1: [1315, 593, 1441, 604]
- column-rule: [1309, 87, 1310, 2016]
- tide-header: FEBRUARY.: [13, 109, 104, 119]
- betting-row: 8 to 1 Somnus: [1327, 1617, 1431, 1628]
- mail-notices-text: CHIEF POST OFFICE, Gisborne. For Auckland, per Southern Cross, on Wednesday, 21st Feb., at 7 p.m. For Napier, Wellington and South, also the Australian Colonies, per Wairarapa, on Friday, Feb. 23rd, at 2.30 p.m. For Auckland, per Manapouri, on Saturday, Feb. 24th, at 9 p.m. For United Kingdom, Continent of Europe, Asia, Africa, America and West Indies via San Francisco, per the Zealandia, closes at Auckland on Friday, Feb. 27th, at 9 p.m. Money orders may be obtained and letters registered up to 4 p.m. same day. This mail will be due in London on the 8th April, 1883. A Post Office has been opened at Mr Watt's Store, Te Arai. (Mails close on Tuesday and Friday, at noon.) Letters for the Puhatikotiko and Waitangi Districts will be forwarded to Mr Jas. Harris's Store, Whataupoko. Mails close on Tuesday and Friday at 10 a.m.: [12, 665, 266, 806]
- correspondence-letter: SIR,—Some time since I acquired some property in the Childers Road, known as Nos. 60 and 61 of the Borough Reserves. I complied with the conditions, and fenced it in with a good substantial seven-wired fence, with straining-posts and every sixteenth in order to make it thoroughly complete and proof. Much to my astonishment, without any previous notification, the fence so erected by me was thrown down, and the cattle and horses I had enclosed allowed to stray in and about the neighboring thoroughfares. I was treated with so little courtesy in the matter that the first intimation I received of this change (made without my knowledge and consent) was from Mr Wilkinson, on the day following, when passing him working in Disraeli street; in fact, had I not then learnt of the alteration made, I might have remained in ignorance of the matter until this date—or learning from some other source, I then immediately remonstrated with Mr Wilkinson, and asked why it occurred that they had altered a defined boundary line without giving me due notice. In the shifting of the fence the trees I had planted were also removed, and these trees now are dead, and in the re-erection of the fence so little care has been shown, or consideration taken, that the wires which had been properly strained and effective were completely useless owing to the very careless manner in which the fence has been re-placed. Of course a wire fence once dismantled would need most particularly to be re-strained, but in this no such effort was made, the consequence is that my cattle stray, and two of my young calves were duly impounded by our very active Borough Inspector, who has taken the opportunity of displaying his extra zeal on Sunday morning when his usual occupation of a carpenter, etc., does not interfere. —Yours, etc.,: [1055, 151, 1303, 542]
- turf-club-byline: (PER PIGEON EXPRESS.): [1390, 151, 1487, 161]
- tide-header: HIGH WATER.: [104, 109, 200, 119]
- subscribers-heading: TO OUR SUBSCRIBERS AND OTHERS.: [38, 846, 240, 877]
- latest-text: The following amended bowling analysis in the Englishmen's first innings:—Palmer, 2 for 52; Spofforth, 2 for 36; Midwinter, 2 for 50; Boyle, 3 for 52; extras, 14, not 5, as telegraphed last night. Total, 249.: [797, 1588, 1044, 1637]
- blenheim-dateline: BLENHEIM, This day.: [874, 551, 966, 562]
- dunedin-cup-text: The following are the final acceptances for the Dunedin Cup:— Sir Modred, 9st 6lb; Bundoora (including penalty), 9st 0lb; Lady Emma, 8st 8lb; Welcome Jack (including penalty), 8st 4lb; Salvage, 8st 2lb; Somnus, 7st 9lb; King Quail, 7st 8lb; Envy Filly, 7st 4lb; Poet, (including penalty), 7st 7lb; Adamant, 6st 7lb; Sir Garnet, 6st 7lb; Jilt, 6st 7lb. Bundoora is scratched for all engagements. Don Juan has been scratched for the Hurdle Race.: [1315, 1417, 1562, 1514]
